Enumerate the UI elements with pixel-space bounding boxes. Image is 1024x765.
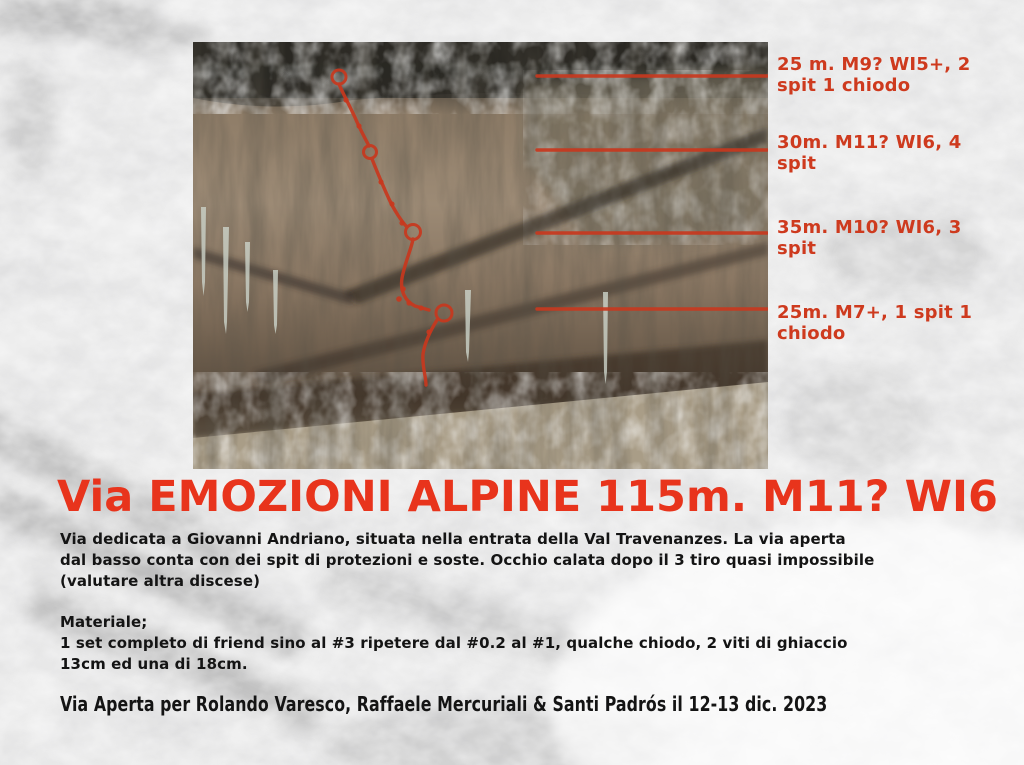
page-title: Via EMOZIONI ALPINE 115m. M11? WI6 <box>57 472 998 522</box>
first-ascent-credit <box>60 694 1024 715</box>
pitch-annotation-2 <box>777 217 1007 259</box>
pitch-annotation-line: 25m. M7+, 1 spit 1 <box>777 302 973 323</box>
material-line: 13cm ed una di 18cm. <box>60 655 248 673</box>
pitch-annotation-4 <box>777 54 1007 96</box>
material-section <box>60 612 848 675</box>
pitch-annotation-line: 25 m. M9? WI5+, 2 <box>777 54 971 75</box>
route-description <box>60 529 874 592</box>
pitch-annotation-line: chiodo <box>777 323 846 344</box>
material-line: 1 set completo di friend sino al #3 ripetere dal #0.2 al #1, qualche chiodo, 2 viti di ghiaccio <box>60 634 848 652</box>
pitch-annotation-1 <box>777 302 1007 344</box>
description-line: (valutare altra discese) <box>60 572 261 590</box>
pitch-annotation-line: spit <box>777 153 817 174</box>
pitch-annotation-3 <box>777 132 1007 174</box>
material-heading: Materiale; <box>60 613 148 631</box>
description-line: dal basso conta con dei spit di protezioni e soste. Occhio calata dopo il 3 tiro quasi impossibile <box>60 551 875 569</box>
pitch-annotation-line: 35m. M10? WI6, 3 <box>777 217 962 238</box>
route-photo <box>193 42 768 469</box>
pitch-annotation-line: 30m. M11? WI6, 4 <box>777 132 962 153</box>
pitch-annotation-line: spit <box>777 238 817 259</box>
pitch-annotation-line: spit 1 chiodo <box>777 75 911 96</box>
first-ascent-credit-text: Via Aperta per Rolando Varesco, Raffaele Mercuriali & Santi Padrós il 12-13 dic. 2023 <box>60 692 828 716</box>
description-line: Via dedicata a Giovanni Andriano, situata nella entrata della Val Travenanzes. La via aperta <box>60 530 846 548</box>
